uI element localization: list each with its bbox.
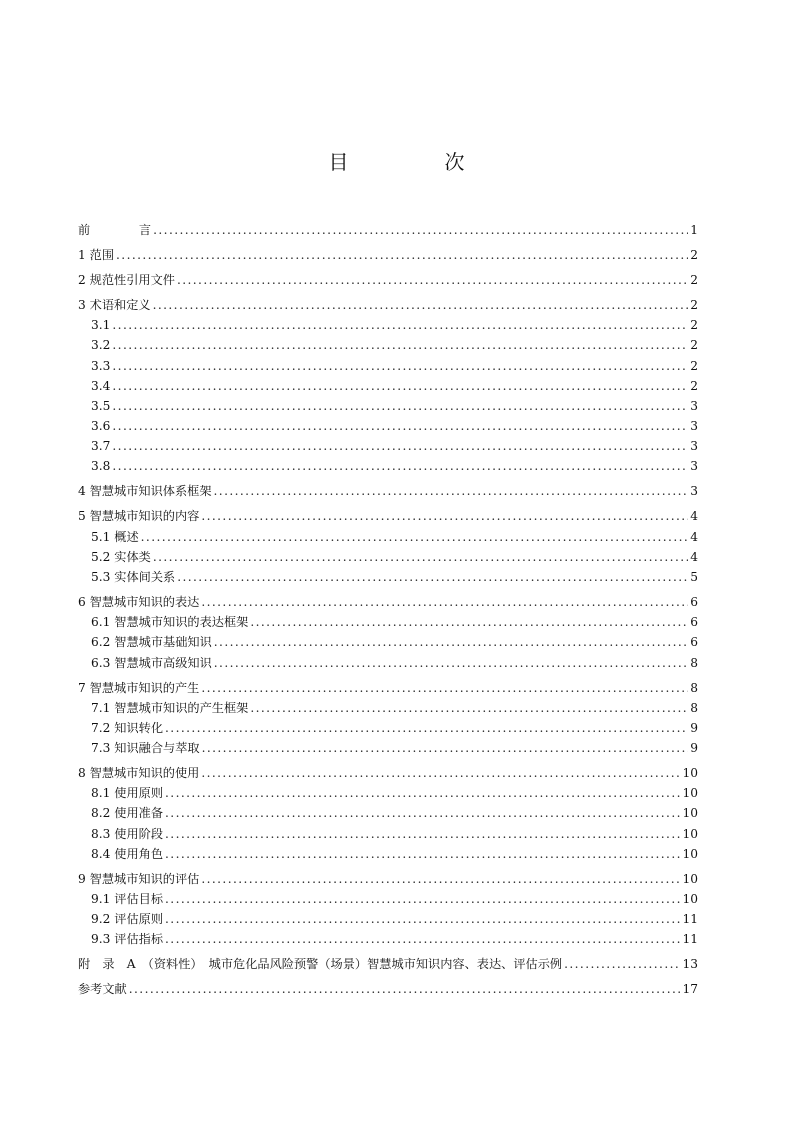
toc-subsection-entry[interactable] — [78, 612, 698, 632]
toc-entry-label: 8.3 使用阶段 — [91, 826, 164, 841]
toc-page-number: 17 — [682, 982, 698, 997]
toc-subsection-entry[interactable] — [78, 547, 698, 567]
toc-entry-label: 3.3 — [91, 358, 111, 373]
toc-entry-label: 6 智慧城市知识的表达 — [78, 594, 200, 609]
toc-page-number: 6 — [690, 635, 698, 650]
toc-dot-leader — [202, 738, 689, 758]
toc-dot-leader — [112, 315, 688, 335]
page-title: 目 次 — [328, 150, 503, 174]
toc-entry-label: 3 术语和定义 — [78, 297, 151, 312]
toc-subsection-entry[interactable] — [78, 698, 698, 718]
toc-chapter-entry[interactable] — [78, 295, 698, 315]
toc-page-number: 4 — [690, 529, 698, 544]
toc-entry-label: 7 智慧城市知识的产生 — [78, 680, 200, 695]
toc-dot-leader — [141, 527, 689, 547]
toc-dot-leader — [165, 783, 680, 803]
toc-page-number: 10 — [682, 806, 698, 821]
toc-page-number: 10 — [682, 766, 698, 781]
toc-dot-leader — [153, 547, 688, 567]
toc-dot-leader — [112, 356, 688, 376]
toc-entry-label: 4 智慧城市知识体系框架 — [78, 484, 212, 499]
toc-page-number: 11 — [682, 932, 698, 947]
toc-subsection-entry[interactable] — [78, 783, 698, 803]
toc-page-number: 10 — [682, 826, 698, 841]
toc-dot-leader — [112, 335, 688, 355]
toc-chapter-entry[interactable] — [78, 869, 698, 889]
toc-page-number: 3 — [690, 439, 698, 454]
toc-dot-leader — [165, 889, 680, 909]
toc-chapter-entry[interactable] — [78, 592, 698, 612]
toc-entry-label: 9.2 评估原则 — [91, 912, 164, 927]
toc-dot-leader — [165, 844, 680, 864]
toc-subsection-entry[interactable] — [78, 456, 698, 476]
toc-entry-label: 1 范围 — [78, 247, 115, 262]
toc-chapter-entry[interactable] — [78, 481, 698, 501]
toc-page-number: 2 — [690, 358, 698, 373]
toc-dot-leader — [214, 481, 689, 501]
toc-entry-label: 7.3 知识融合与萃取 — [91, 741, 200, 756]
toc-dot-leader — [201, 506, 688, 526]
toc-page-number: 2 — [690, 297, 698, 312]
toc-entry-label: 3.2 — [91, 338, 111, 353]
toc-chapter-entry[interactable] — [78, 220, 698, 240]
toc-dot-leader — [177, 270, 688, 290]
toc-entry-label: 8.2 使用准备 — [91, 806, 164, 821]
toc-page-number: 9 — [690, 741, 698, 756]
toc-dot-leader — [165, 803, 680, 823]
toc-chapter-entry[interactable] — [78, 763, 698, 783]
toc-entry-label: 6.1 智慧城市知识的表达框架 — [91, 615, 249, 630]
toc-page-number: 1 — [690, 223, 698, 237]
toc-entry-label: 3.4 — [91, 378, 111, 393]
toc-dot-leader — [112, 416, 688, 436]
toc-dot-leader — [112, 436, 688, 456]
table-of-contents — [78, 220, 698, 1000]
toc-page-number: 3 — [690, 484, 698, 499]
toc-entry-label: 参考文献 — [78, 982, 127, 997]
toc-subsection-entry[interactable] — [78, 416, 698, 436]
toc-dot-leader — [201, 869, 680, 889]
toc-dot-leader — [201, 763, 680, 783]
toc-subsection-entry[interactable] — [78, 356, 698, 376]
toc-dot-leader — [214, 653, 688, 673]
toc-entry-label: 5.3 实体间关系 — [91, 569, 176, 584]
toc-page-number: 6 — [690, 615, 698, 630]
toc-chapter-entry[interactable] — [78, 245, 698, 265]
toc-page-number: 3 — [690, 419, 698, 434]
toc-dot-leader — [564, 954, 680, 974]
toc-dot-leader — [165, 824, 680, 844]
toc-page-number: 2 — [690, 338, 698, 353]
toc-entry-label: 2 规范性引用文件 — [78, 272, 175, 287]
toc-page-number: 10 — [682, 871, 698, 886]
toc-page-number: 6 — [690, 594, 698, 609]
toc-subsection-entry[interactable] — [78, 567, 698, 587]
toc-dot-leader — [165, 718, 688, 738]
toc-page-number: 5 — [690, 569, 698, 584]
toc-page-number: 2 — [690, 378, 698, 393]
toc-page-number: 11 — [682, 912, 698, 927]
toc-dot-leader — [153, 220, 688, 240]
toc-page-number: 2 — [690, 247, 698, 262]
toc-entry-label: 5.1 概述 — [91, 529, 139, 544]
toc-dot-leader — [112, 376, 688, 396]
toc-page-number: 8 — [690, 680, 698, 695]
toc-subsection-entry[interactable] — [78, 315, 698, 335]
toc-page-number: 10 — [682, 846, 698, 861]
toc-page-number: 2 — [690, 272, 698, 287]
toc-subsection-entry[interactable] — [78, 335, 698, 355]
toc-dot-leader — [250, 698, 688, 718]
toc-entry-label: 9.1 评估目标 — [91, 891, 164, 906]
toc-dot-leader — [129, 979, 681, 999]
toc-entry-label: 8.4 使用角色 — [91, 846, 164, 861]
toc-entry-label: 5.2 实体类 — [91, 549, 151, 564]
toc-subsection-entry[interactable] — [78, 436, 698, 456]
toc-entry-label: 6.2 智慧城市基础知识 — [91, 635, 212, 650]
toc-entry-label: 3.7 — [91, 439, 111, 454]
toc-subsection-entry[interactable] — [78, 653, 698, 673]
toc-chapter-entry[interactable] — [78, 270, 698, 290]
toc-entry-label: 7.1 智慧城市知识的产生框架 — [91, 700, 249, 715]
toc-subsection-entry[interactable] — [78, 376, 698, 396]
toc-entry-label: 3.6 — [91, 419, 111, 434]
toc-dot-leader — [116, 245, 688, 265]
toc-dot-leader — [153, 295, 689, 315]
toc-subsection-entry[interactable] — [78, 396, 698, 416]
toc-chapter-entry[interactable] — [78, 979, 698, 999]
toc-entry-label: 8 智慧城市知识的使用 — [78, 766, 200, 781]
toc-entry-label: 9.3 评估指标 — [91, 932, 164, 947]
toc-entry-label: 9 智慧城市知识的评估 — [78, 871, 200, 886]
toc-dot-leader — [214, 632, 688, 652]
toc-entry-label: 3.5 — [91, 398, 111, 413]
toc-entry-label: 5 智慧城市知识的内容 — [78, 509, 200, 524]
toc-chapter-entry[interactable] — [78, 678, 698, 698]
toc-entry-label: 3.1 — [91, 318, 111, 333]
toc-dot-leader — [112, 396, 688, 416]
toc-entry-label: 3.8 — [91, 459, 111, 474]
toc-chapter-entry[interactable] — [78, 954, 698, 974]
toc-page-number: 3 — [690, 398, 698, 413]
toc-chapter-entry[interactable] — [78, 506, 698, 526]
toc-dot-leader — [201, 592, 688, 612]
toc-page-number: 4 — [690, 509, 698, 524]
toc-entry-label: 6.3 智慧城市高级知识 — [91, 655, 212, 670]
toc-page-number: 9 — [690, 720, 698, 735]
toc-page-number: 2 — [690, 318, 698, 333]
toc-page-number: 10 — [682, 786, 698, 801]
toc-subsection-entry[interactable] — [78, 824, 698, 844]
toc-dot-leader — [250, 612, 688, 632]
toc-page-number: 8 — [690, 655, 698, 670]
toc-dot-leader — [201, 678, 688, 698]
toc-entry-label: 8.1 使用原则 — [91, 786, 164, 801]
toc-subsection-entry[interactable] — [78, 632, 698, 652]
toc-dot-leader — [165, 909, 680, 929]
toc-page-number: 8 — [690, 700, 698, 715]
toc-subsection-entry[interactable] — [78, 718, 698, 738]
toc-dot-leader — [112, 456, 688, 476]
toc-dot-leader — [177, 567, 688, 587]
toc-page-number: 3 — [690, 459, 698, 474]
toc-entry-label: 附 录 A （资料性） 城市危化品风险预警（场景）智慧城市知识内容、表达、评估示例 — [78, 957, 563, 972]
toc-entry-label: 7.2 知识转化 — [91, 720, 164, 735]
toc-subsection-entry[interactable] — [78, 527, 698, 547]
toc-subsection-entry[interactable] — [78, 844, 698, 864]
toc-page-number: 10 — [682, 891, 698, 906]
toc-subsection-entry[interactable] — [78, 803, 698, 823]
toc-subsection-entry[interactable] — [78, 889, 698, 909]
toc-subsection-entry[interactable] — [78, 929, 698, 949]
toc-page-number: 4 — [690, 549, 698, 564]
toc-dot-leader — [165, 929, 680, 949]
toc-subsection-entry[interactable] — [78, 909, 698, 929]
toc-page-number: 13 — [682, 957, 698, 972]
toc-subsection-entry[interactable] — [78, 738, 698, 758]
toc-entry-label: 前 言 — [78, 223, 152, 237]
